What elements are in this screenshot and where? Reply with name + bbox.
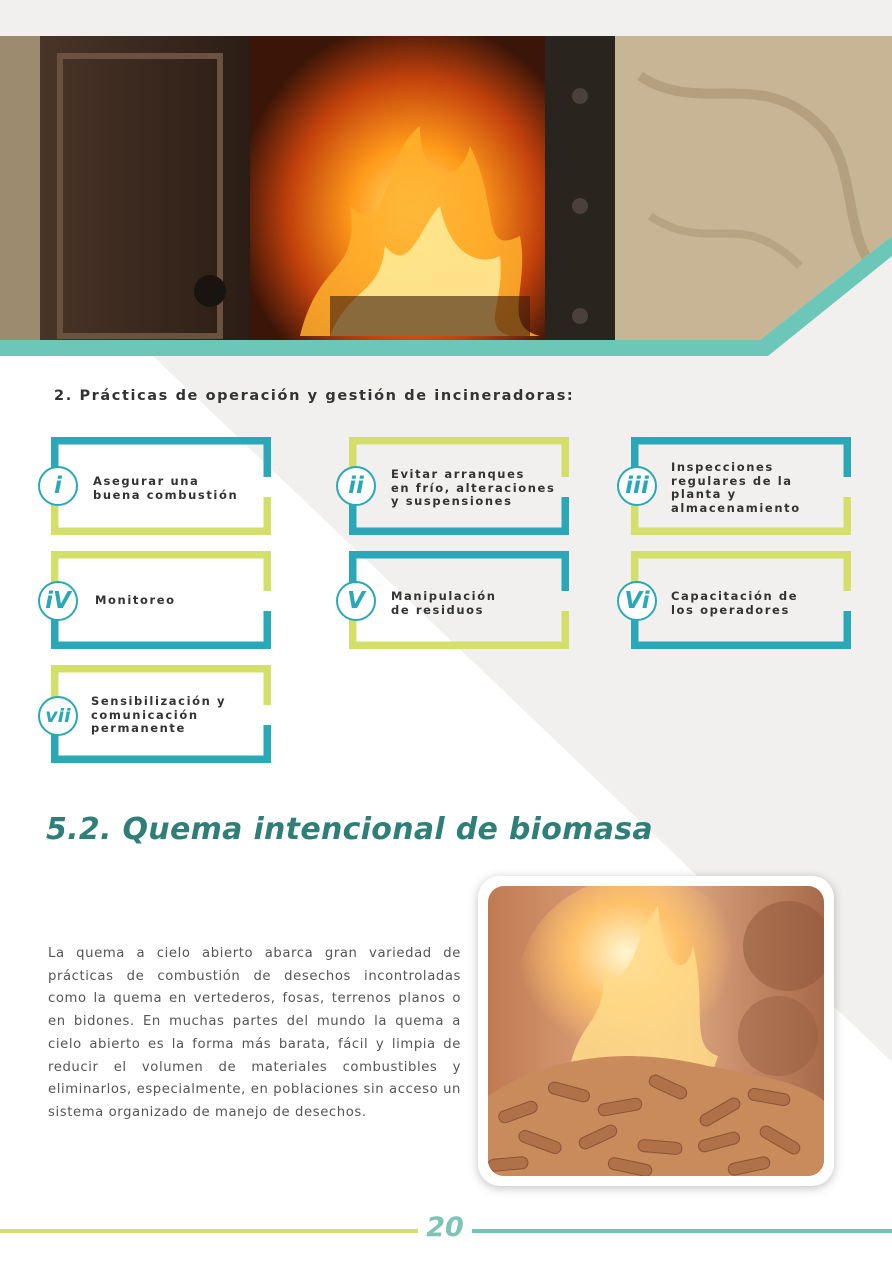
- practice-card-4: [51, 551, 271, 649]
- practice-label-3: Inspecciones regulares de la planta y almacenamiento: [671, 460, 801, 515]
- practice-label-1: Asegurar una buena combustión: [93, 474, 239, 502]
- practice-card-1: [51, 437, 271, 535]
- practice-label-7: Sensibilización y comunicación permanente: [91, 694, 227, 735]
- biomass-pellets-fire-photo: [488, 886, 824, 1176]
- practice-label-5: Manipulación de residuos: [391, 589, 497, 617]
- practice-card-6: [631, 551, 851, 649]
- practice-label-2: Evitar arranques en frío, alteraciones y suspensiones: [391, 467, 556, 508]
- practice-label-4: Monitoreo: [95, 593, 176, 607]
- numeral-badge-1: i: [38, 466, 78, 506]
- numeral-badge-3: iii: [617, 466, 657, 506]
- section-title: 5.2. Quema intencional de biomasa: [46, 812, 653, 847]
- page-number: 20: [426, 1212, 464, 1243]
- practice-label-6: Capacitación de los operadores: [671, 589, 799, 617]
- practices-subheading: 2. Prácticas de operación y gestión de incineradoras:: [54, 388, 575, 404]
- photo-frame: [478, 876, 834, 1186]
- body-paragraph: La quema a cielo abierto abarca gran variedad de prácticas de combustión de desechos incontroladas como la quema en vertederos, fosas, terrenos planos o en bidones. En muchas partes del mundo la quema a cielo abierto es la forma más barata, fácil y limpia de reducir el volumen de materiales combustibles y eliminarlos, especialmente, en poblaciones sin acceso un sistema organizado de manejo de desechos.: [48, 946, 461, 1120]
- numeral-badge-7: vii: [38, 696, 78, 736]
- numeral-badge-2: ii: [336, 466, 376, 506]
- practice-card-5: [349, 551, 569, 649]
- numeral-badge-4: iV: [38, 581, 78, 621]
- numeral-badge-6: Vi: [617, 581, 657, 621]
- numeral-badge-5: V: [336, 581, 376, 621]
- practice-card-7: [51, 665, 271, 763]
- practice-card-2: [349, 437, 569, 535]
- footer-rule-left: [0, 1229, 418, 1233]
- footer-rule-right: [472, 1229, 892, 1233]
- hero-fireplace-image: [0, 36, 892, 356]
- practice-card-3: [631, 437, 851, 535]
